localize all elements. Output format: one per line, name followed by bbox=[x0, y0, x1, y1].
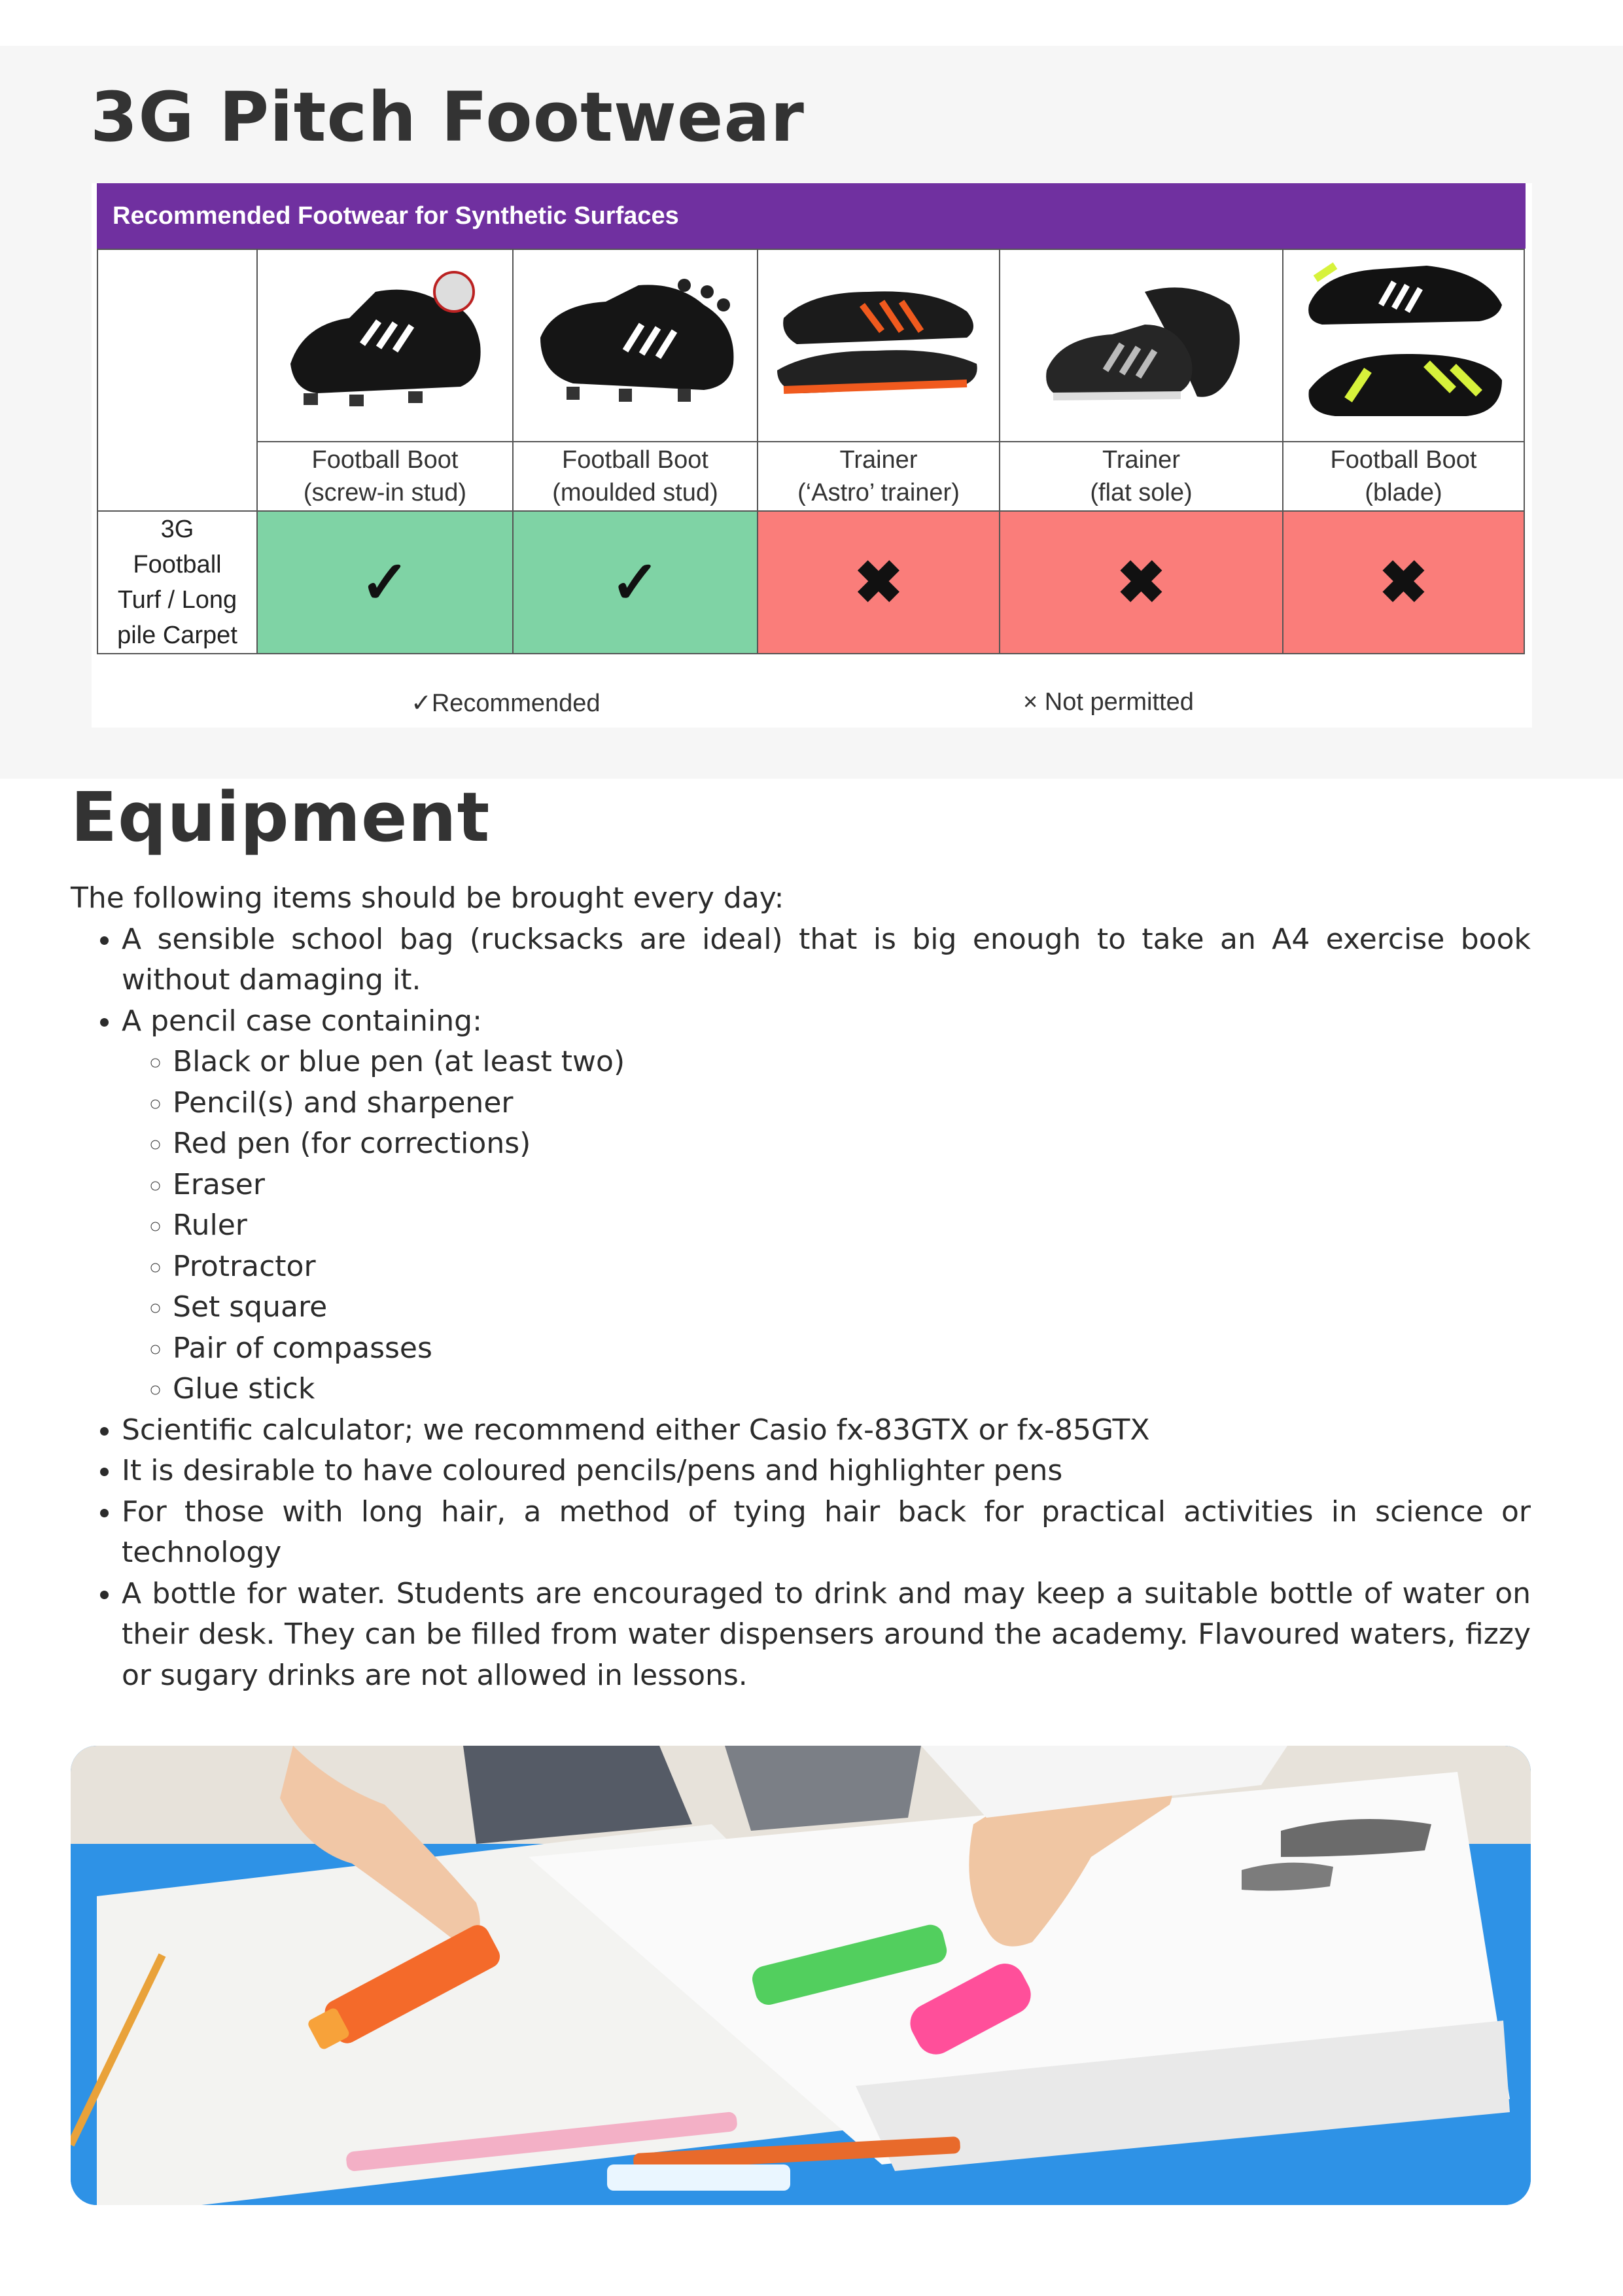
list-item: • A sensible school bag (rucksacks are ideal) that is big enough to take an A4 exercise book without damaging it. bbox=[122, 919, 1531, 1001]
stationery-photo bbox=[71, 1746, 1531, 2205]
surface-label-line: pile Carpet bbox=[117, 622, 237, 649]
trainer-icon bbox=[1034, 266, 1249, 423]
list-item: • Scientific calculator; we recommend either Casio fx-83GTX or fx-85GTX bbox=[122, 1410, 1531, 1451]
list-item bbox=[122, 1001, 1531, 1410]
shoe-name: Football Boot bbox=[311, 446, 459, 474]
sub-list-item: ◦ Eraser bbox=[173, 1165, 1531, 1206]
not-permitted-cell bbox=[758, 511, 1000, 654]
list-item: • A bottle for water. Students are encouraged to drink and may keep a suitable bottle of water on their desk. They can be filled from water dispensers around the academy. Flavoured waters, fizzy or sugary drinks are not allowed in lessons. bbox=[122, 1574, 1531, 1697]
not-permitted-cell bbox=[1283, 511, 1524, 654]
trainer-icon bbox=[771, 266, 986, 423]
shoe-image-cell bbox=[257, 249, 513, 442]
not-permitted-cell bbox=[1000, 511, 1283, 654]
sub-list-item: ◦ Pencil(s) and sharpener bbox=[173, 1083, 1531, 1124]
shoe-detail: (flat sole) bbox=[1090, 479, 1193, 506]
boot-icon bbox=[1296, 259, 1512, 429]
shoe-detail: (blade) bbox=[1365, 479, 1442, 506]
equipment-title: Equipment bbox=[71, 777, 491, 857]
equipment-content bbox=[71, 878, 1531, 1696]
pencil-case-list bbox=[122, 1042, 1531, 1410]
shoe-label bbox=[513, 442, 758, 511]
shoe-image-cell bbox=[1000, 249, 1283, 442]
shoe-label bbox=[257, 442, 513, 511]
figure-header: Recommended Footwear for Synthetic Surfaces bbox=[97, 183, 1526, 249]
stationery-photo-art bbox=[71, 1746, 1531, 2205]
sub-list-item: ◦ Glue stick bbox=[173, 1369, 1531, 1410]
cross-icon: ✖ bbox=[1378, 550, 1429, 616]
legend-not-permitted: × Not permitted bbox=[1023, 688, 1194, 716]
legend-recommended: ✓Recommended bbox=[411, 690, 601, 717]
empty-corner-cell bbox=[97, 249, 257, 511]
sub-list-item: ◦ Pair of compasses bbox=[173, 1328, 1531, 1369]
recommended-cell bbox=[257, 511, 513, 654]
footwear-table bbox=[97, 249, 1525, 654]
shoe-name: Trainer bbox=[1102, 446, 1180, 474]
cross-icon: ✖ bbox=[1116, 550, 1166, 616]
sub-list-item: ◦ Red pen (for corrections) bbox=[173, 1123, 1531, 1165]
surface-label-line: Football bbox=[133, 551, 222, 578]
check-icon: ✓ bbox=[360, 550, 410, 616]
sub-list-item: ◦ Set square bbox=[173, 1287, 1531, 1328]
shoe-label bbox=[1283, 442, 1524, 511]
surface-label bbox=[97, 511, 257, 654]
boot-icon bbox=[277, 266, 493, 423]
sub-list-item: ◦ Protractor bbox=[173, 1246, 1531, 1288]
shoe-label bbox=[1000, 442, 1283, 511]
shoe-detail: (‘Astro’ trainer) bbox=[797, 479, 960, 506]
footwear-title: 3G Pitch Footwear bbox=[90, 77, 805, 157]
sub-list-item: ◦ Ruler bbox=[173, 1205, 1531, 1246]
surface-label-line: Turf / Long bbox=[117, 586, 237, 614]
boot-icon bbox=[527, 266, 743, 423]
shoe-image-cell bbox=[1283, 249, 1524, 442]
sub-list-item: ◦ Black or blue pen (at least two) bbox=[173, 1042, 1531, 1083]
surface-label-line: 3G bbox=[160, 516, 194, 543]
recommended-cell bbox=[513, 511, 758, 654]
equipment-intro: The following items should be brought every day: bbox=[71, 881, 784, 915]
shoe-detail: (moulded stud) bbox=[552, 479, 718, 506]
shoe-image-cell bbox=[513, 249, 758, 442]
shoe-detail: (screw-in stud) bbox=[303, 479, 467, 506]
shoe-name: Football Boot bbox=[1330, 446, 1477, 474]
equipment-list bbox=[71, 919, 1531, 1697]
list-item: • It is desirable to have coloured pencils/pens and highlighter pens bbox=[122, 1451, 1531, 1492]
shoe-name: Trainer bbox=[839, 446, 918, 474]
list-item-text: A pencil case containing: bbox=[122, 1004, 482, 1038]
check-icon: ✓ bbox=[610, 550, 660, 616]
shoe-image-cell bbox=[758, 249, 1000, 442]
shoe-name: Football Boot bbox=[562, 446, 708, 474]
list-item: • For those with long hair, a method of tying hair back for practical activities in science or technology bbox=[122, 1492, 1531, 1574]
footwear-figure bbox=[92, 183, 1532, 728]
shoe-label bbox=[758, 442, 1000, 511]
cross-icon: ✖ bbox=[854, 550, 903, 616]
